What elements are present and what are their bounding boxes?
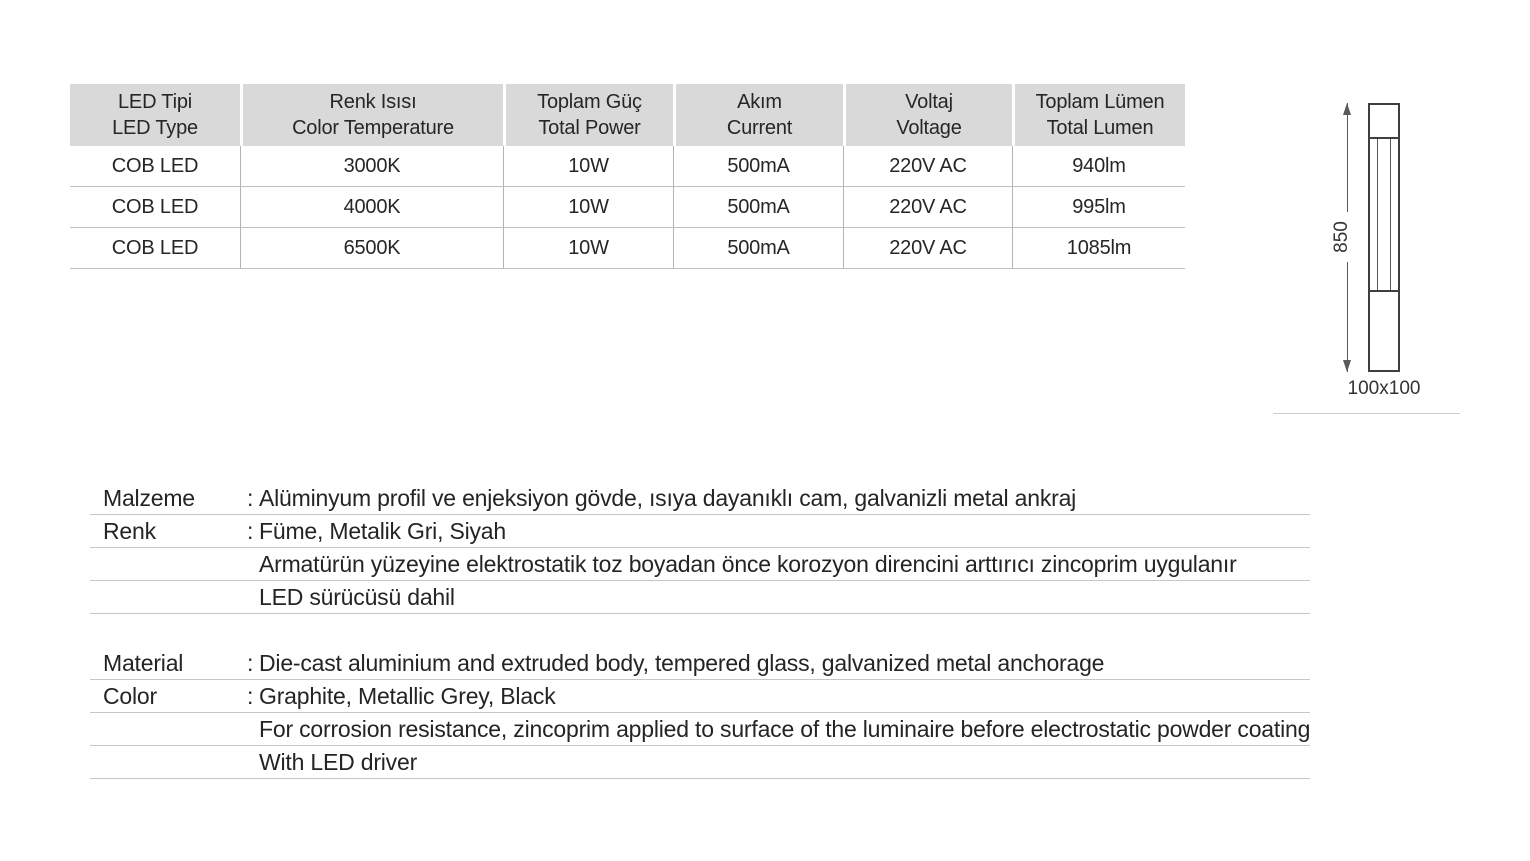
spec-text: Alüminyum profil ve enjeksiyon gövde, ısıya dayanıklı cam, galvanizli metal ankraj	[259, 485, 1077, 511]
table-cell-led-type: COB LED	[111, 236, 199, 259]
spec-row-color-tr	[90, 515, 1310, 548]
spec-colon: :	[247, 683, 254, 709]
product-spec-table	[70, 84, 1185, 269]
header-cell-color-temperature	[240, 84, 503, 146]
table-cell-led-type: COB LED	[111, 154, 199, 177]
spec-row-driver-en	[90, 746, 1310, 779]
table-cell-current: 500mA	[673, 146, 843, 186]
header-cell-current	[673, 84, 843, 146]
table-cell-voltage: 220V AC	[843, 146, 1012, 186]
table-cell-current: 500mA	[673, 228, 843, 268]
header-label-tr: Toplam Güç	[537, 91, 642, 113]
table-header-row	[70, 84, 1185, 146]
table-cell-current: 500mA	[673, 187, 843, 227]
dimension-line-lower	[1347, 262, 1348, 372]
table-row	[70, 146, 1185, 187]
spec-colon: :	[247, 650, 254, 676]
header-label-tr: Voltaj	[905, 91, 953, 113]
spec-text: Die-cast aluminium and extruded body, tempered glass, galvanized metal anchorage	[259, 650, 1105, 676]
divider-line	[1273, 413, 1460, 414]
table-cell-voltage: 220V AC	[843, 228, 1012, 268]
table-cell-lumen: 940lm	[1012, 146, 1185, 186]
table-cell-power: 10W	[503, 146, 673, 186]
header-cell-total-lumen	[1012, 84, 1185, 146]
table-cell-voltage: 220V AC	[843, 187, 1012, 227]
spec-colon: :	[247, 485, 254, 511]
bollard-cap-line	[1368, 137, 1400, 139]
table-cell-power: 10W	[503, 228, 673, 268]
spec-row-material-tr	[90, 482, 1310, 515]
base-dimension-label: 100x100	[1347, 378, 1421, 399]
header-label-tr: Akım	[737, 91, 782, 113]
spec-text: Armatürün yüzeyine elektrostatik toz boyadan önce korozyon direncini arttırıcı zincoprim uygulanır	[259, 551, 1237, 577]
spec-text: LED sürücüsü dahil	[259, 584, 455, 610]
table-row	[70, 187, 1185, 228]
table-row	[70, 228, 1185, 269]
height-dimension-label: 850	[1331, 221, 1352, 253]
header-label-en: Voltage	[896, 117, 962, 139]
header-label-en: Color Temperature	[292, 117, 454, 139]
dimension-arrow-top-icon	[1343, 103, 1351, 115]
header-cell-total-power	[503, 84, 673, 146]
spec-row-coating-en	[90, 713, 1310, 746]
header-label-tr: LED Tipi	[118, 91, 192, 113]
header-cell-led-type	[70, 84, 240, 146]
table-cell-lumen: 995lm	[1012, 187, 1185, 227]
header-label-tr: Renk Isısı	[329, 91, 417, 113]
table-cell-led-type: COB LED	[111, 195, 199, 218]
header-label-en: Current	[726, 117, 793, 139]
bollard-diagram	[1265, 95, 1530, 430]
spec-text: Füme, Metalik Gri, Siyah	[259, 518, 506, 544]
dimension-line-upper	[1347, 103, 1348, 212]
bollard-glass-bottom-line	[1368, 290, 1400, 292]
header-label-tr: Toplam Lümen	[1035, 91, 1165, 113]
spec-row-driver-tr	[90, 581, 1310, 614]
header-label-en: Total Lumen	[1046, 117, 1154, 139]
spec-row-color-en	[90, 680, 1310, 713]
bollard-outline	[1368, 103, 1400, 372]
table-cell-power: 10W	[503, 187, 673, 227]
header-label-en: LED Type	[112, 117, 198, 139]
spec-row-coating-tr	[90, 548, 1310, 581]
spec-label: Malzeme	[103, 485, 195, 511]
spec-label: Color	[103, 683, 157, 709]
table-cell-color-temp: 6500K	[240, 228, 503, 268]
spec-row-material-en	[90, 647, 1310, 680]
dimension-arrow-bottom-icon	[1343, 360, 1351, 372]
spec-text: With LED driver	[259, 749, 418, 775]
table-cell-lumen: 1085lm	[1012, 228, 1185, 268]
spec-text: Graphite, Metallic Grey, Black	[259, 683, 556, 709]
table-cell-color-temp: 3000K	[240, 146, 503, 186]
bollard-glass-inner-line-right	[1390, 139, 1391, 290]
table-cell-color-temp: 4000K	[240, 187, 503, 227]
specs-turkish	[90, 482, 1310, 614]
bollard-glass-inner-line-left	[1377, 139, 1378, 290]
spec-text: For corrosion resistance, zincoprim applied to surface of the luminaire before electrostatic powder coating	[259, 716, 1311, 742]
header-label-en: Total Power	[538, 117, 641, 139]
baseline-rule	[90, 613, 1310, 614]
spec-label: Material	[103, 650, 184, 676]
header-cell-voltage	[843, 84, 1012, 146]
baseline-rule	[90, 778, 1310, 779]
specs-english	[90, 647, 1310, 779]
spec-label: Renk	[103, 518, 156, 544]
spec-colon: :	[247, 518, 254, 544]
